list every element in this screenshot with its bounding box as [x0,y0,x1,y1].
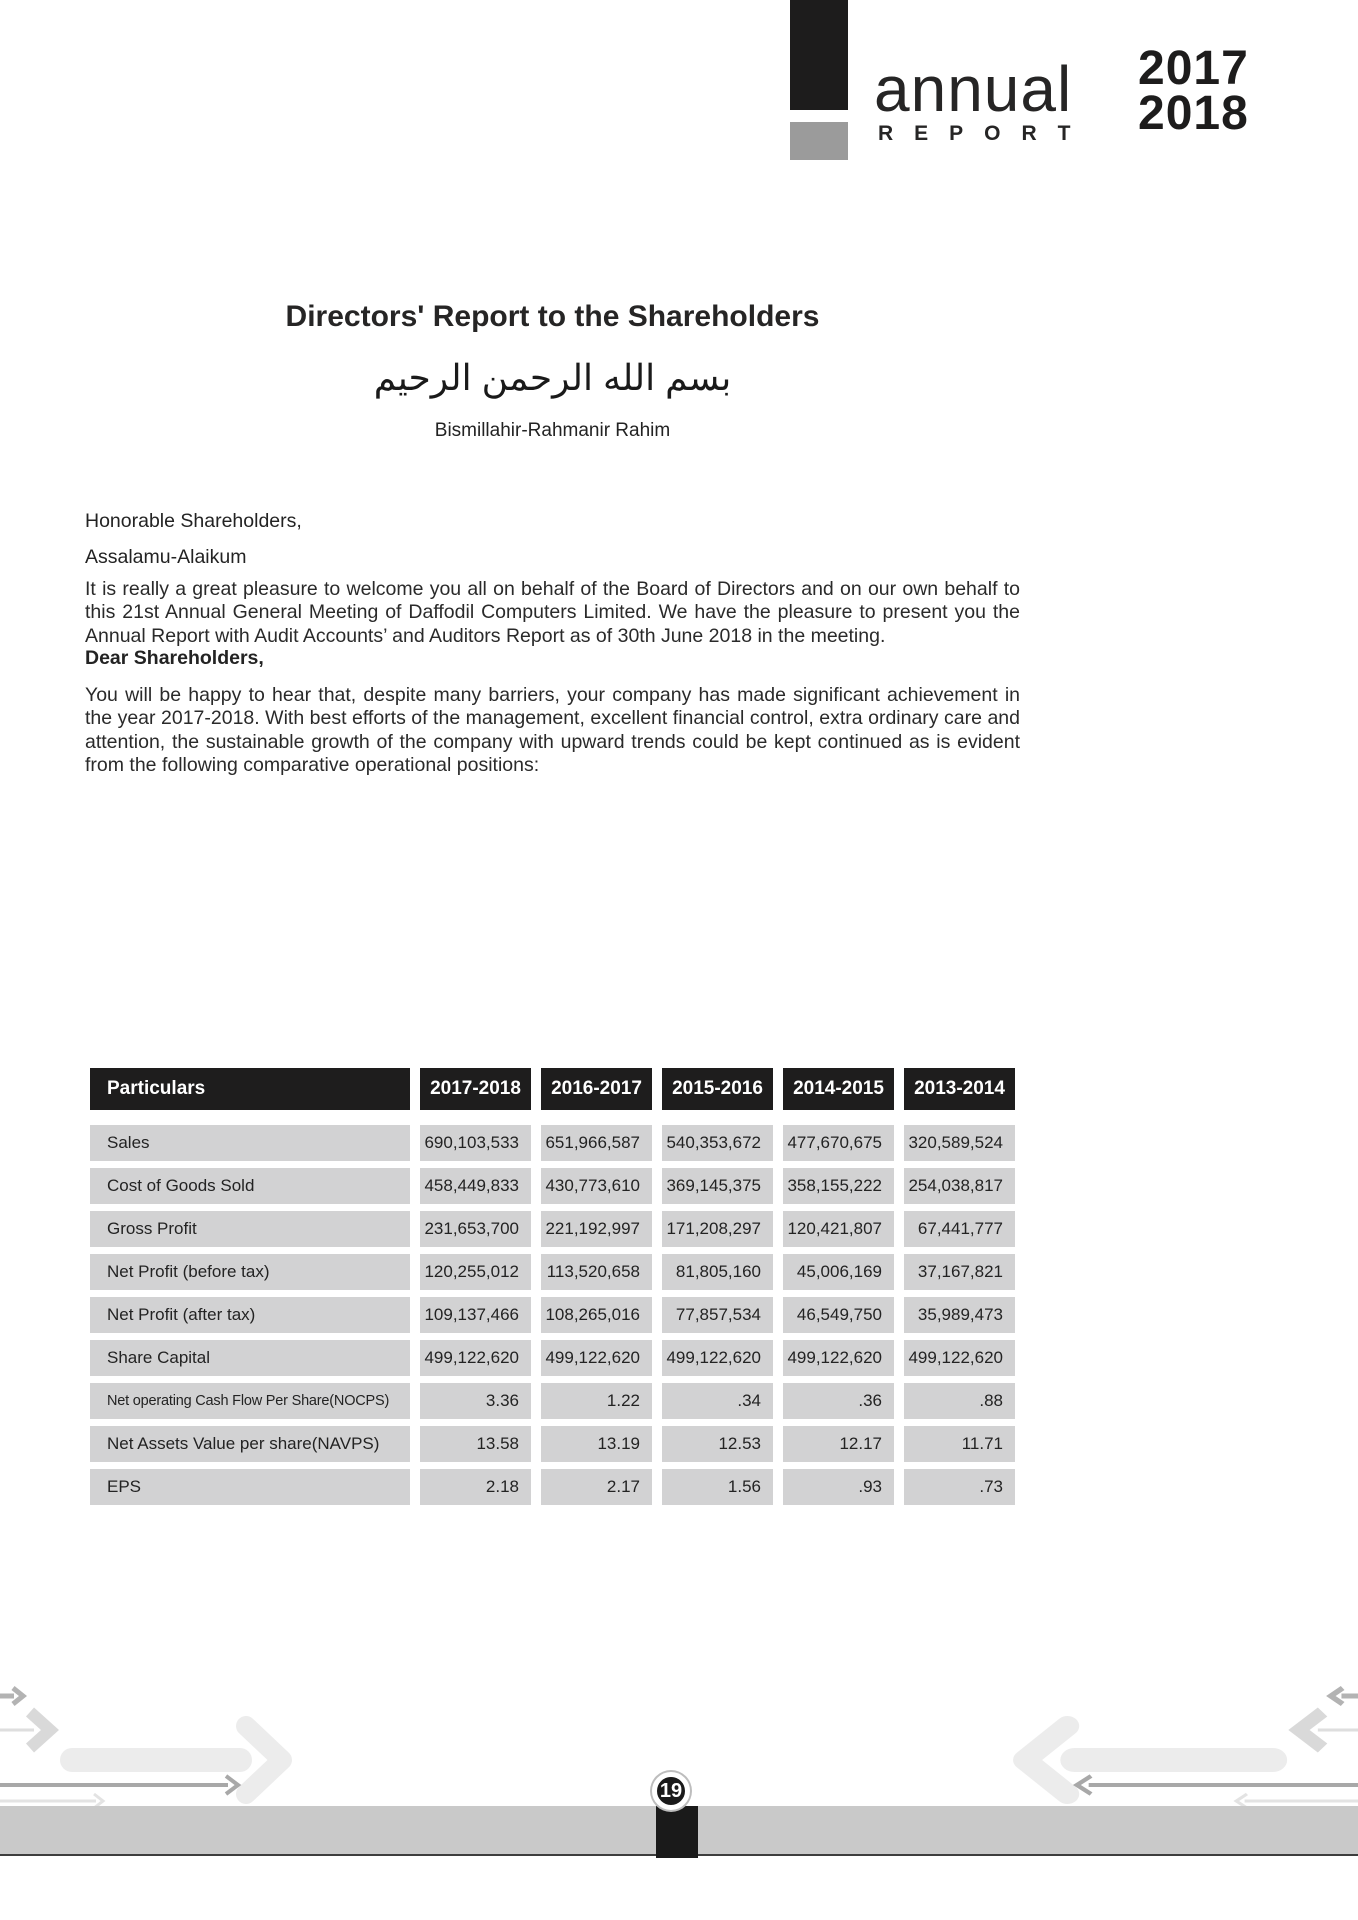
row-label-net-profit-before-tax: Net Profit (before tax) [90,1254,410,1290]
cell-value: .93 [783,1469,894,1505]
page-number: 19 [659,1779,683,1802]
row-label-share-capital: Share Capital [90,1340,410,1376]
cell-value: 12.17 [783,1426,894,1462]
cell-value: 231,653,700 [420,1211,531,1247]
cell-value: 320,589,524 [904,1125,1015,1161]
cell-value: 108,265,016 [541,1297,652,1333]
table-header-2017-2018: 2017-2018 [420,1068,531,1110]
cell-value: 499,122,620 [420,1340,531,1376]
bismillah-calligraphy: بسم الله الرحمن الرحيم [373,357,732,398]
cell-value: 120,255,012 [420,1254,531,1290]
cell-value: 221,192,997 [541,1211,652,1247]
cell-value: 35,989,473 [904,1297,1015,1333]
cell-value: 13.19 [541,1426,652,1462]
cell-value: 13.58 [420,1426,531,1462]
cell-value: 499,122,620 [783,1340,894,1376]
table-header-particulars: Particulars [90,1068,410,1110]
cell-value: 477,670,675 [783,1125,894,1161]
cell-value: 171,208,297 [662,1211,773,1247]
logo-gray-square [790,122,848,160]
cell-value: 369,145,375 [662,1168,773,1204]
logo-black-bar [790,0,848,110]
financial-table [90,1068,1015,1505]
cell-value: 37,167,821 [904,1254,1015,1290]
cell-value: 430,773,610 [541,1168,652,1204]
table-header-2014-2015: 2014-2015 [783,1068,894,1110]
heading-dear-shareholders: Dear Shareholders, [85,647,264,669]
cell-value: .73 [904,1469,1015,1505]
salutation-assalamu-alaikum: Assalamu-Alaikum [85,546,247,568]
cell-value: 1.22 [541,1383,652,1419]
cell-value: 120,421,807 [783,1211,894,1247]
page-number-badge [652,1772,690,1810]
cell-value: 77,857,534 [662,1297,773,1333]
cell-value: 46,549,750 [783,1297,894,1333]
page-title: Directors' Report to the Shareholders [285,300,820,333]
cell-value: .36 [783,1383,894,1419]
logo-report-wordmark: REPORT [878,122,1092,145]
cell-value: 540,353,672 [662,1125,773,1161]
cell-value: 67,441,777 [904,1211,1015,1247]
paragraph-welcome: It is really a great pleasure to welcome you all on behalf of the Board of Directors and on our own behalf to this 21st Annual General Meeting of Daffodil Computers Limited. We have the pleasure to present you the Annual Report with Audit Accounts’ and Auditors Report as of 30th June 2018 in the meeting. [85,578,1020,647]
cell-value: .88 [904,1383,1015,1419]
row-label-navps: Net Assets Value per share(NAVPS) [90,1426,410,1462]
cell-value: 499,122,620 [541,1340,652,1376]
cell-value: 254,038,817 [904,1168,1015,1204]
row-label-cost-of-goods-sold: Cost of Goods Sold [90,1168,410,1204]
decorative-arrows-left-icon [0,1682,320,1810]
logo-year-bottom: 2018 [1138,87,1249,141]
cell-value: .34 [662,1383,773,1419]
logo-annual-wordmark: annual [874,53,1073,125]
row-label-net-profit-after-tax: Net Profit (after tax) [90,1297,410,1333]
table-header-2013-2014: 2013-2014 [904,1068,1015,1110]
cell-value: 113,520,658 [541,1254,652,1290]
cell-value: 358,155,222 [783,1168,894,1204]
logo-years [1138,42,1249,141]
table-header-2016-2017: 2016-2017 [541,1068,652,1110]
row-label-sales: Sales [90,1125,410,1161]
cell-value: 499,122,620 [662,1340,773,1376]
cell-value: 1.56 [662,1469,773,1505]
bismillah-transliteration: Bismillahir-Rahmanir Rahim [434,420,671,441]
cell-value: 81,805,160 [662,1254,773,1290]
cell-value: 651,966,587 [541,1125,652,1161]
page-number-tab [656,1806,698,1858]
row-label-gross-profit: Gross Profit [90,1211,410,1247]
logo-year-top: 2017 [1138,42,1249,95]
cell-value: 11.71 [904,1426,1015,1462]
cell-value: 499,122,620 [904,1340,1015,1376]
cell-value: 45,006,169 [783,1254,894,1290]
row-label-nocps: Net operating Cash Flow Per Share(NOCPS) [90,1383,410,1419]
cell-value: 2.17 [541,1469,652,1505]
cell-value: 12.53 [662,1426,773,1462]
row-label-eps: EPS [90,1469,410,1505]
decorative-arrows-right-icon [980,1682,1358,1810]
cell-value: 458,449,833 [420,1168,531,1204]
cell-value: 3.36 [420,1383,531,1419]
table-header-2015-2016: 2015-2016 [662,1068,773,1110]
cell-value: 690,103,533 [420,1125,531,1161]
paragraph-achievement: You will be happy to hear that, despite many barriers, your company has made significant achievement in the year 2017-2018. With best efforts of the management, excellent financial control, extra ordinary care and attention, the sustainable growth of the company with upward trends could be kept continued as is evident from the following comparative operational positions: [85,684,1020,777]
cell-value: 109,137,466 [420,1297,531,1333]
salutation-honorable-shareholders: Honorable Shareholders, [85,510,302,532]
cell-value: 2.18 [420,1469,531,1505]
